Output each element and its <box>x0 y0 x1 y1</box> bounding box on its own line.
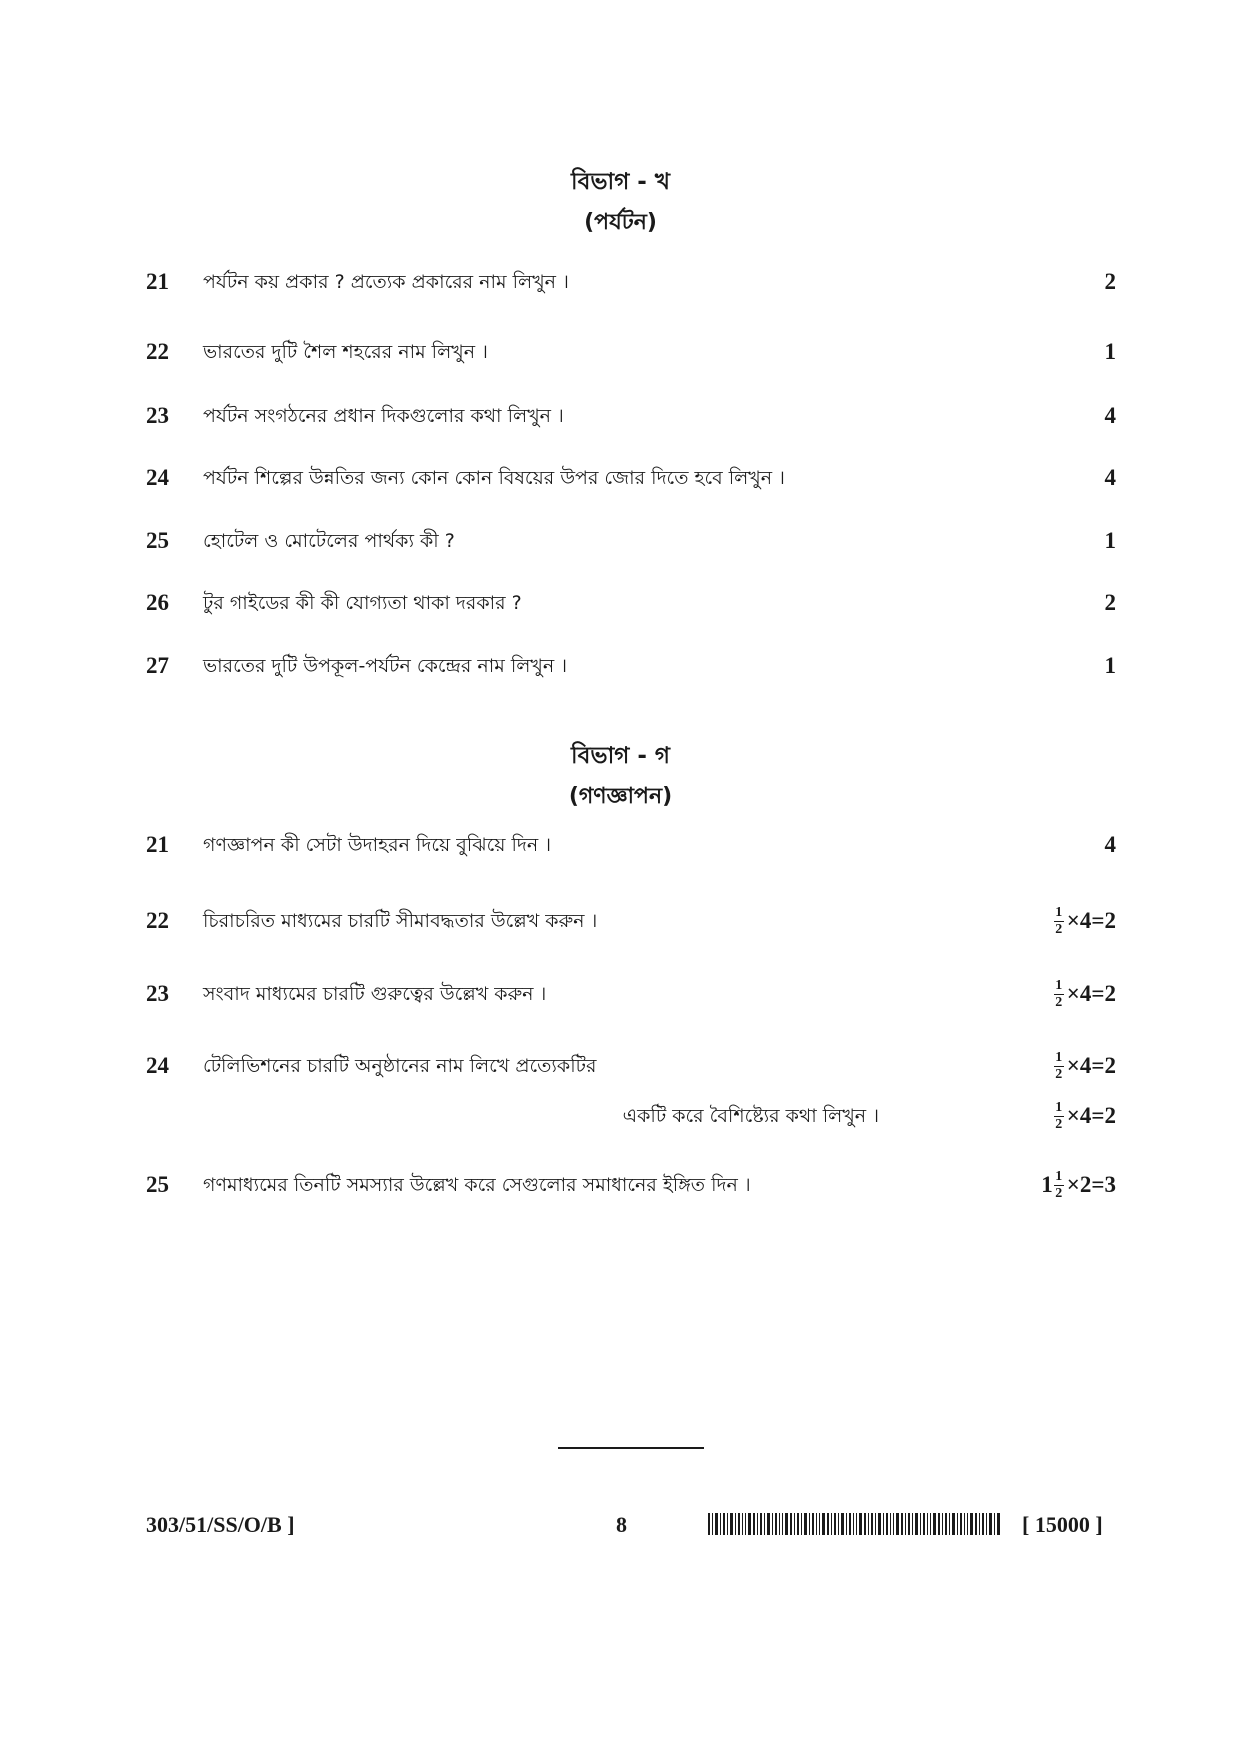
question-number: 21 <box>146 269 169 294</box>
question-marks <box>1053 1098 1116 1134</box>
question-text: গণমাধ্যমের তিনটি সমস্যার উল্লেখ করে সেগুলোর সমাধানের ইঙ্গিত দিন । <box>203 1174 751 1196</box>
question-number: 22 <box>146 339 169 364</box>
question-marks: 4 <box>1104 832 1116 857</box>
fraction <box>1054 979 1064 1010</box>
question-row <box>0 903 1241 939</box>
question-text-continuation: একটি করে বৈশিষ্ট্যের কথা লিখুন । <box>622 1105 879 1127</box>
question-row <box>0 1167 1241 1203</box>
question-marks: 4 <box>1104 403 1116 428</box>
question-text: গণজ্ঞাপন কী সেটা উদাহরন দিয়ে বুঝিয়ে দিন । <box>203 834 552 856</box>
marks-whole: 1 <box>1041 1172 1053 1197</box>
question-text: ভারতের দুটি শৈল শহরের নাম লিখুন । <box>203 341 488 363</box>
question-number: 23 <box>146 981 169 1006</box>
fraction-denominator: 2 <box>1055 921 1063 937</box>
paper-code: 303/51/SS/O/B ] <box>146 1512 295 1537</box>
end-divider <box>558 1447 704 1449</box>
question-number: 26 <box>146 590 169 615</box>
question-marks: 1 <box>1104 528 1116 553</box>
fraction-numerator: 1 <box>1055 977 1063 993</box>
page-number: 8 <box>616 1512 627 1537</box>
question-text: ভারতের দুটি উপকূল-পর্যটন কেন্দ্রের নাম লিখুন । <box>203 655 568 677</box>
question-marks <box>1041 1167 1116 1203</box>
question-marks <box>1053 1048 1116 1084</box>
fraction <box>1054 1051 1064 1082</box>
question-row <box>0 585 1241 621</box>
question-row <box>0 648 1241 684</box>
barcode-icon <box>708 1513 1000 1535</box>
marks-multiplier: ×4=2 <box>1066 981 1116 1006</box>
question-row <box>0 460 1241 496</box>
question-number: 22 <box>146 908 169 933</box>
question-number: 21 <box>146 832 169 857</box>
fraction-numerator: 1 <box>1055 1049 1063 1065</box>
section-b-title: বিভাগ - খ <box>571 169 670 195</box>
question-marks <box>1053 976 1116 1012</box>
question-row-continuation <box>0 1098 1241 1134</box>
section-c-subtitle: (গণজ্ঞাপন) <box>568 784 673 809</box>
question-number: 24 <box>146 1053 169 1078</box>
question-number: 24 <box>146 465 169 490</box>
question-text: টুর গাইডের কী কী যোগ্যতা থাকা দরকার ? <box>203 592 522 614</box>
question-marks: 1 <box>1104 653 1116 678</box>
fraction <box>1054 906 1064 937</box>
fraction-denominator: 2 <box>1055 1066 1063 1082</box>
marks-multiplier: ×2=3 <box>1066 1172 1116 1197</box>
question-row <box>0 523 1241 559</box>
section-c-title: বিভাগ - গ <box>571 743 670 769</box>
question-row <box>0 334 1241 370</box>
question-marks <box>1053 903 1116 939</box>
question-number: 25 <box>146 528 169 553</box>
fraction-denominator: 2 <box>1055 1116 1063 1132</box>
question-number: 23 <box>146 403 169 428</box>
copies-count: [ 15000 ] <box>1022 1512 1103 1537</box>
section-b-subtitle: (পর্যটন) <box>584 210 657 235</box>
question-row <box>0 1048 1241 1084</box>
question-marks: 2 <box>1104 590 1116 615</box>
question-row <box>0 398 1241 434</box>
marks-multiplier: ×4=2 <box>1066 1103 1116 1128</box>
question-row <box>0 976 1241 1012</box>
fraction-numerator: 1 <box>1055 1168 1063 1184</box>
question-text: টেলিভিশনের চারটি অনুষ্ঠানের নাম লিখে প্রত্যেকটির <box>203 1055 597 1077</box>
fraction <box>1054 1101 1064 1132</box>
question-marks: 2 <box>1104 269 1116 294</box>
fraction-denominator: 2 <box>1055 994 1063 1010</box>
question-text: হোটেল ও মোটেলের পার্থক্য কী ? <box>203 530 455 552</box>
question-number: 25 <box>146 1172 169 1197</box>
fraction-numerator: 1 <box>1055 904 1063 920</box>
question-text: পর্যটন কয় প্রকার ? প্রত্যেক প্রকারের নাম লিখুন । <box>203 271 569 293</box>
fraction-numerator: 1 <box>1055 1099 1063 1115</box>
question-number: 27 <box>146 653 169 678</box>
question-text: পর্যটন শিল্পের উন্নতির জন্য কোন কোন বিষয়ের উপর জোর দিতে হবে লিখুন । <box>203 467 785 489</box>
question-marks: 4 <box>1104 465 1116 490</box>
question-text: সংবাদ মাধ্যমের চারটি গুরুত্বের উল্লেখ করুন । <box>203 983 547 1005</box>
marks-multiplier: ×4=2 <box>1066 1053 1116 1078</box>
fraction <box>1054 1170 1064 1201</box>
question-text: পর্যটন সংগঠনের প্রধান দিকগুলোর কথা লিখুন । <box>203 405 564 427</box>
fraction-denominator: 2 <box>1055 1185 1063 1201</box>
marks-multiplier: ×4=2 <box>1066 908 1116 933</box>
question-text: চিরাচরিত মাধ্যমের চারটি সীমাবদ্ধতার উল্লেখ করুন । <box>203 910 598 932</box>
question-row <box>0 827 1241 863</box>
question-row <box>0 264 1241 300</box>
question-marks: 1 <box>1104 339 1116 364</box>
